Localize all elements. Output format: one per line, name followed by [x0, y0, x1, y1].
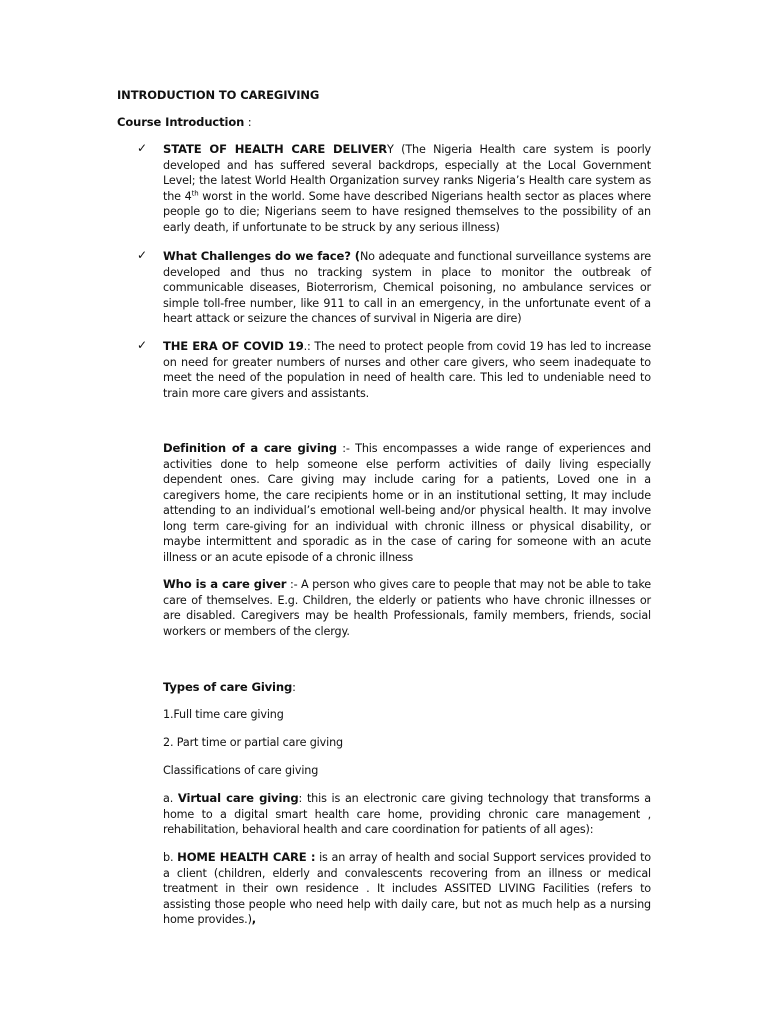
home-health-paragraph: [163, 850, 651, 928]
bullet-text: No adequate and functional surveillance systems are developed and thus no tracking system in place to monitor the outbreak of communicable diseases, Bioterrorism, Chemical poisoning, no ambulance services or simple toll-free number, like 911 to call in an emergency, in the unfortunate event of a heart attack or seizure the chances of survival in Nigeria are dire): [163, 250, 652, 325]
classifications-heading: Classifications of care giving: [163, 764, 319, 777]
type-item-full-time: 1.Full time care giving: [163, 708, 284, 721]
virtual-prefix: a.: [163, 792, 178, 805]
bullet-text-continued: worst in the world. Some have described Nigerians health sector as places where people go to die; Nigerians seem to have resigned themselves to the possibility of an early death, if unfortunate to be struck by any serious illness): [163, 189, 651, 234]
bullet-heading: What Challenges do we face? (: [163, 249, 360, 263]
course-introduction-suffix: :: [244, 115, 252, 129]
types-suffix: :: [292, 681, 296, 694]
checkmark-icon: ✓: [137, 248, 148, 262]
home-prefix: b.: [163, 851, 178, 864]
types-heading: Types of care Giving: [163, 680, 293, 694]
home-text: is an array of health and social Support services provided to a client (children, elderly and convalescents recovering from an illness or medical treatment in their own residence . It includes ASSITED LIVING Facilities (refers to assisting those people who need help with daily care, but not as much help as a nursing home provides.): [163, 851, 651, 926]
document-title: INTRODUCTION TO CAREGIVING: [117, 88, 320, 102]
bullet-heading: THE ERA OF COVID 19: [163, 339, 304, 353]
checkmark-icon: ✓: [137, 338, 148, 352]
checkmark-icon: ✓: [137, 141, 148, 155]
types-heading-line: [163, 680, 296, 694]
type-item-part-time: 2. Part time or partial care giving: [163, 736, 343, 749]
course-introduction-label: Course Introduction: [117, 115, 245, 129]
superscript: th: [191, 188, 199, 197]
bullet-health-care-delivery: [163, 142, 651, 235]
definition-paragraph: [163, 441, 651, 565]
bullet-text: (The Nigeria Health care system is poorly developed and has suffered several backdrops, especially at the Local Government Level; the latest World Health Organization survey ranks Nigeria’s Health care system as the 4: [163, 143, 651, 203]
course-introduction: [117, 115, 252, 129]
definition-heading: Definition of a care giving: [163, 441, 337, 455]
definition-text: :- This encompasses a wide range of experiences and activities done to help someone else perform activities of daily living especially dependent ones. Care giving may include caring for a patients, Loved one in a caregivers home, the care recipients home or in an institutional setting, It may include attending to an individual’s emotional well-being and/or physical health. It may involve long term care-giving for an individual with chronic illness or physical disability, or maybe intermittent and sporadic as in the case of caring for someone with an acute illness or an acute episode of a chronic illness: [163, 442, 651, 564]
bullet-text: .: The need to protect people from covid 19 has led to increase on need for greater numbers of nurses and other care givers, who seem inadequate to meet the need of the population in need of health care. This led to undeniable need to train more care givers and assistants.: [163, 340, 651, 400]
home-heading: HOME HEALTH CARE :: [177, 850, 316, 864]
virtual-care-paragraph: [163, 791, 651, 838]
bullet-challenges: [163, 249, 651, 327]
virtual-text: : this is an electronic care giving technology that transforms a home to a digital smart health care home, providing chronic care management , rehabilitation, behavioral health and care coordination for patients of all ages):: [163, 792, 651, 836]
home-tail: ,: [251, 912, 257, 926]
who-paragraph: [163, 577, 651, 639]
bullet-covid-era: [163, 339, 651, 401]
bullet-heading: STATE OF HEALTH CARE DELIVER: [163, 142, 388, 156]
who-text: :- A person who gives care to people that may not be able to take care of themselves. E.g. Children, the elderly or patients who have chronic illnesses or are disabled. Caregivers may be health Professionals, family members, friends, social workers or members of the clergy.: [163, 578, 651, 638]
who-heading: Who is a care giver: [163, 577, 287, 591]
bullet-heading-tail: Y: [387, 143, 394, 156]
virtual-heading: Virtual care giving: [177, 791, 299, 805]
